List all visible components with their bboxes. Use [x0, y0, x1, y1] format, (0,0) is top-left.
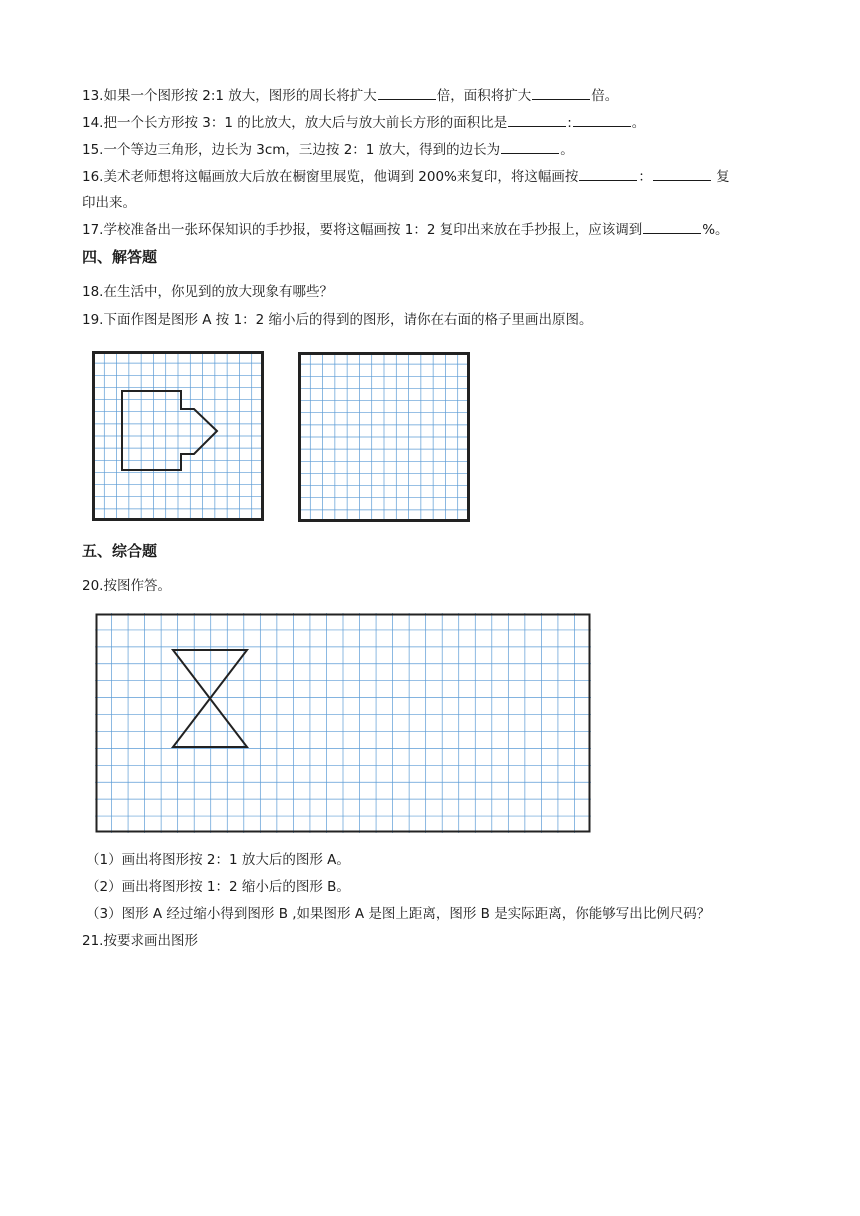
question-18: 18.在生活中，你见到的放大现象有哪些？: [82, 284, 333, 300]
q14-blank-1: [508, 114, 566, 127]
q17-blank-1: [643, 221, 701, 234]
q13-blank-2: [532, 87, 590, 100]
q16-text-d: 印出来。: [82, 195, 136, 211]
q16-text-a: 16.美术老师想将这幅画放大后放在橱窗里展览，他调到 200%来复印，将这幅画按: [82, 169, 579, 185]
q13-text-a: 13.如果一个图形按 2:1 放大，图形的周长将扩大: [82, 88, 377, 104]
question-14: [82, 114, 645, 132]
question-20-part-1: （1）画出将图形按 2：1 放大后的图形 A。: [86, 852, 350, 868]
q14-text-a: 14.把一个长方形按 3：1 的比放大，放大后与放大前长方形的面积比是: [82, 115, 508, 131]
question-13: [82, 87, 618, 105]
q13-text-c: 倍。: [591, 88, 619, 104]
q13-blank-1: [378, 87, 436, 100]
q20-grid[interactable]: [95, 613, 591, 833]
q19-grid-left: [92, 351, 264, 521]
q13-text-b: 倍，面积将扩大: [436, 88, 532, 104]
question-20: 20.按图作答。: [82, 578, 171, 594]
question-19: 19.下面作图是图形 A 按 1：2 缩小后的得到的图形，请你在右面的格子里画出原图。: [82, 312, 593, 328]
question-17: [82, 221, 729, 239]
q14-text-b: :: [567, 115, 572, 131]
question-21: 21.按要求画出图形: [82, 933, 198, 949]
q16-blank-2: [653, 168, 711, 181]
question-20-part-2: （2）画出将图形按 1：2 缩小后的图形 B。: [86, 879, 350, 895]
question-16: [82, 168, 730, 186]
q16-blank-1: [579, 168, 637, 181]
q16-text-b: ：: [638, 169, 652, 185]
question-16-cont: [82, 194, 136, 212]
q15-text-a: 15.一个等边三角形，边长为 3cm，三边按 2：1 放大，得到的边长为: [82, 142, 501, 158]
section-heading-4: 四、解答题: [82, 248, 158, 266]
q16-text-c: 复: [716, 169, 730, 185]
section-heading-5: 五、综合题: [82, 542, 158, 560]
q14-blank-2: [573, 114, 631, 127]
hourglass-shape: [173, 650, 247, 747]
question-15: [82, 141, 574, 159]
q19-grid-right[interactable]: [298, 352, 470, 522]
question-20-part-3: （3）图形 A 经过缩小得到图形 B ,如果图形 A 是图上距离，图形 B 是实际距离，你能够写出比例尺码？: [86, 906, 711, 922]
q17-text-b: %。: [702, 222, 729, 238]
q15-blank-1: [501, 141, 559, 154]
q15-text-b: 。: [560, 142, 574, 158]
q17-text-a: 17.学校准备出一张环保知识的手抄报，要将这幅画按 1：2 复印出来放在手抄报上，应该调到: [82, 222, 643, 238]
q14-text-c: 。: [631, 115, 646, 131]
